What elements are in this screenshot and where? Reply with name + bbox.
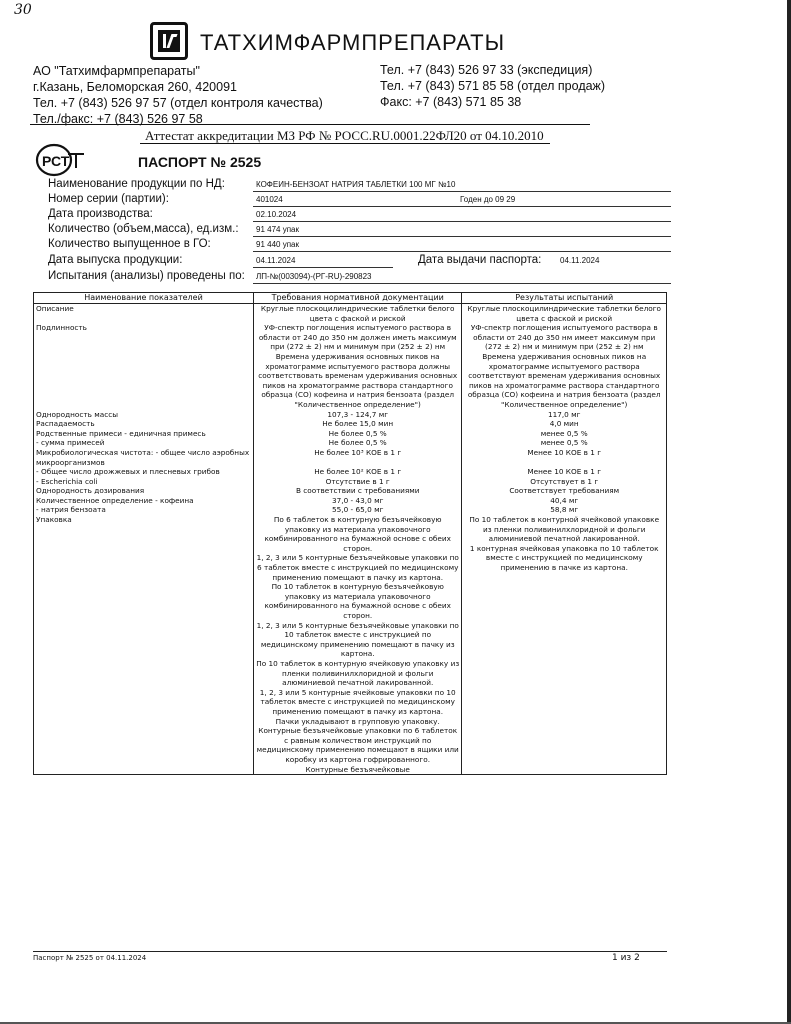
row-name-cell: Однородность дозирования [34, 486, 254, 496]
row-name-cell: Микробиологическая чистота: - общее число аэробных микроорганизмов [34, 448, 254, 467]
field-label: Испытания (анализы) проведены по: [48, 270, 245, 282]
table-row [34, 429, 667, 439]
handwritten-page-mark: 30 [14, 2, 32, 18]
row-result-cell: По 10 таблеток в контурной ячейковой упаковке из пленки поливинилхлоридной и фольги алюминиевой печатной лакированной. 1 контурная ячейковая упаковка по 10 таблеток вместе с инструкцией по медицинскому применению в пачке из картона. [462, 515, 667, 775]
row-result-cell: Отсутствует в 1 г [462, 477, 667, 487]
header-divider [30, 124, 590, 125]
field-value: ЛП-№(003094)-(РГ-RU)-290823 [256, 272, 372, 281]
row-requirement-cell: Не более 15,0 мин [253, 419, 461, 429]
table-row [34, 496, 667, 506]
table-row [34, 467, 667, 477]
table-row [34, 323, 667, 409]
table-row [34, 515, 667, 775]
row-name-cell: - Общее число дрожжевых и плесневых грибов [34, 467, 254, 477]
table-row [34, 419, 667, 429]
row-name-cell: Количественное определение - кофеина [34, 496, 254, 506]
field-label: Количество (объем,масса), ед.изм.: [48, 223, 239, 235]
row-result-cell: Менее 10 КОЕ в 1 г [462, 448, 667, 467]
rst-mark-text: РСТ [42, 153, 70, 169]
field-label: Дата производства: [48, 208, 153, 220]
rst-certification-icon [34, 142, 86, 178]
table-row [34, 477, 667, 487]
row-result-cell: Менее 10 КОЕ в 1 г [462, 467, 667, 477]
company-line: АО "Татхимфармпрепараты" [33, 64, 200, 78]
row-requirement-cell: Не более 10³ КОЕ в 1 г [253, 448, 461, 467]
table-row [34, 505, 667, 515]
field-value: КОФЕИН-БЕНЗОАТ НАТРИЯ ТАБЛЕТКИ 100 МГ №10 [256, 180, 456, 189]
contact-line: Тел. +7 (843) 571 85 58 (отдел продаж) [380, 79, 606, 93]
accreditation-text: Аттестат аккредитации МЗ РФ № РОСС.RU.0001.22ФЛ20 от 04.10.2010 [145, 128, 544, 143]
row-result-cell: 117,0 мг [462, 410, 667, 420]
row-result-cell: Соответствует требованиям [462, 486, 667, 496]
brand-name: ТАТХИМФАРМПРЕПАРАТЫ [200, 30, 506, 55]
company-address-block [33, 63, 323, 127]
field-value: 91 474 упак [256, 225, 299, 234]
company-logo-icon [150, 22, 188, 60]
table-row [34, 438, 667, 448]
row-name-cell: - Escherichia coli [34, 477, 254, 487]
field-label: Наименование продукции по НД: [48, 178, 225, 190]
field-value: 91 440 упак [256, 240, 299, 249]
row-requirement-cell: Отсутствие в 1 г [253, 477, 461, 487]
accreditation-underline [140, 143, 550, 144]
row-name-cell: - натрия бензоата [34, 505, 254, 515]
passport-title: ПАСПОРТ № 2525 [138, 154, 262, 170]
table-row [34, 448, 667, 467]
field-value: 02.10.2024 [256, 210, 297, 219]
contact-line: Факс: +7 (843) 571 85 38 [380, 95, 522, 109]
issue-date-value: 04.11.2024 [560, 256, 600, 265]
company-line: Тел./факс: +7 (843) 526 97 58 [33, 112, 203, 126]
field-value: 04.11.2024 [256, 256, 296, 265]
row-name-cell: - сумма примесей [34, 438, 254, 448]
company-line: г.Казань, Беломорская 260, 420091 [33, 80, 237, 94]
row-name-cell: Распадаемость [34, 419, 254, 429]
table-header-row [34, 293, 667, 304]
table-row [34, 486, 667, 496]
row-requirement-cell: 107,3 - 124,7 мг [253, 410, 461, 420]
row-requirement-cell: 37,0 - 43,0 мг [253, 496, 461, 506]
row-name-cell: Упаковка [34, 515, 254, 775]
row-name-cell: Подлинность [34, 323, 254, 409]
column-header: Результаты испытаний [462, 293, 667, 304]
company-line: Тел. +7 (843) 526 97 57 (отдел контроля качества) [33, 96, 323, 110]
field-label: Номер серии (партии): [48, 193, 169, 205]
row-result-cell: 40,4 мг [462, 496, 667, 506]
row-requirement-cell: По 6 таблеток в контурную безъячейковую упаковку из материала упаковочного комбинированного на бумажной основе с обеих сторон. 1, 2, 3 или 5 контурные безъячейковые упаковки по 6 таблеток вместе с инструкцией по медицинскому применению помещают в пачку из картона. По 10 таблеток в контурную безъячейковую упаковку из материала упаковочного комбинированного на бумажной основе с обеих сторон. 1, 2, 3 или 5 контурные безъячейковые упаковки по 10 таблеток вместе с инструкцией по медицинскому применению помещают в пачку из картона. По 10 таблеток в контурную ячейковую упаковку из пленки поливинилхлоридной и фольги алюминиевой печатной лакированной. 1, 2, 3 или 5 контурные ячейковые упаковки по 10 таблеток вместе с инструкцией по медицинскому применению помещают в пачку из картона. Пачки укладывают в групповую упаковку. Контурные безъячейковые упаковки по 6 таблеток с равным количеством инструкций по медицинскому применению помещают в ящики или коробку из картона гофрированного. Контурные безъячейковые [253, 515, 461, 775]
column-header: Требования нормативной документации [253, 293, 461, 304]
field-value: 401024 [256, 195, 283, 204]
row-result-cell: менее 0,5 % [462, 438, 667, 448]
row-result-cell: Круглые плоскоцилиндрические таблетки белого цвета с фаской и риской [462, 304, 667, 324]
row-requirement-cell: Не более 10² КОЕ в 1 г [253, 467, 461, 477]
field-label: Количество выпущенное в ГО: [48, 238, 211, 250]
row-name-cell: Родственные примеси - единичная примесь [34, 429, 254, 439]
row-name-cell: Описание [34, 304, 254, 324]
column-header: Наименование показателей [34, 293, 254, 304]
row-requirement-cell: Круглые плоскоцилиндрические таблетки белого цвета с фаской и риской [253, 304, 461, 324]
row-requirement-cell: Не более 0,5 % [253, 429, 461, 439]
contacts-block [380, 62, 605, 110]
field-label: Дата выпуска продукции: [48, 254, 183, 266]
row-requirement-cell: УФ-спектр поглощения испытуемого раствора в области от 240 до 350 нм должен иметь максимум при (272 ± 2) нм и минимум при (252 ± 2) нм Времена удерживания основных пиков на хроматограмме испытуемого раствора должны соответствовать временам удерживания основных пиков на хроматограмме раствора стандартного образца (СО) кофеина и натрия бензоата (раздел "Количественное определение") [253, 323, 461, 409]
row-result-cell: 58,8 мг [462, 505, 667, 515]
issue-date-label: Дата выдачи паспорта: [418, 254, 542, 266]
test-results-table [33, 292, 667, 775]
scan-edge [787, 0, 791, 1024]
row-requirement-cell: 55,0 - 65,0 мг [253, 505, 461, 515]
row-requirement-cell: Не более 0,5 % [253, 438, 461, 448]
contact-line: Тел. +7 (843) 526 97 33 (экспедиция) [380, 63, 593, 77]
footer-passport-ref: Паспорт № 2525 от 04.11.2024 [33, 954, 147, 962]
row-result-cell: 4,0 мин [462, 419, 667, 429]
table-row [34, 410, 667, 420]
expiry-value: Годен до 09 29 [460, 195, 516, 204]
row-result-cell: УФ-спектр поглощения испытуемого раствора в области от 240 до 350 нм имеет максимум при (272 ± 2) нм и минимум при (252 ± 2) нм Времена удерживания основных пиков на хроматограмме испытуемого раствора соответствуют временам удерживания основных пиков на хроматограмме раствора стандартного образца (СО) кофеина и натрия бензоата (раздел "Количественное определение") [462, 323, 667, 409]
page-number: 1 из 2 [612, 953, 640, 963]
row-result-cell: менее 0,5 % [462, 429, 667, 439]
row-requirement-cell: В соответствии с требованиями [253, 486, 461, 496]
row-name-cell: Однородность массы [34, 410, 254, 420]
footer-divider [33, 951, 667, 952]
table-row [34, 304, 667, 324]
